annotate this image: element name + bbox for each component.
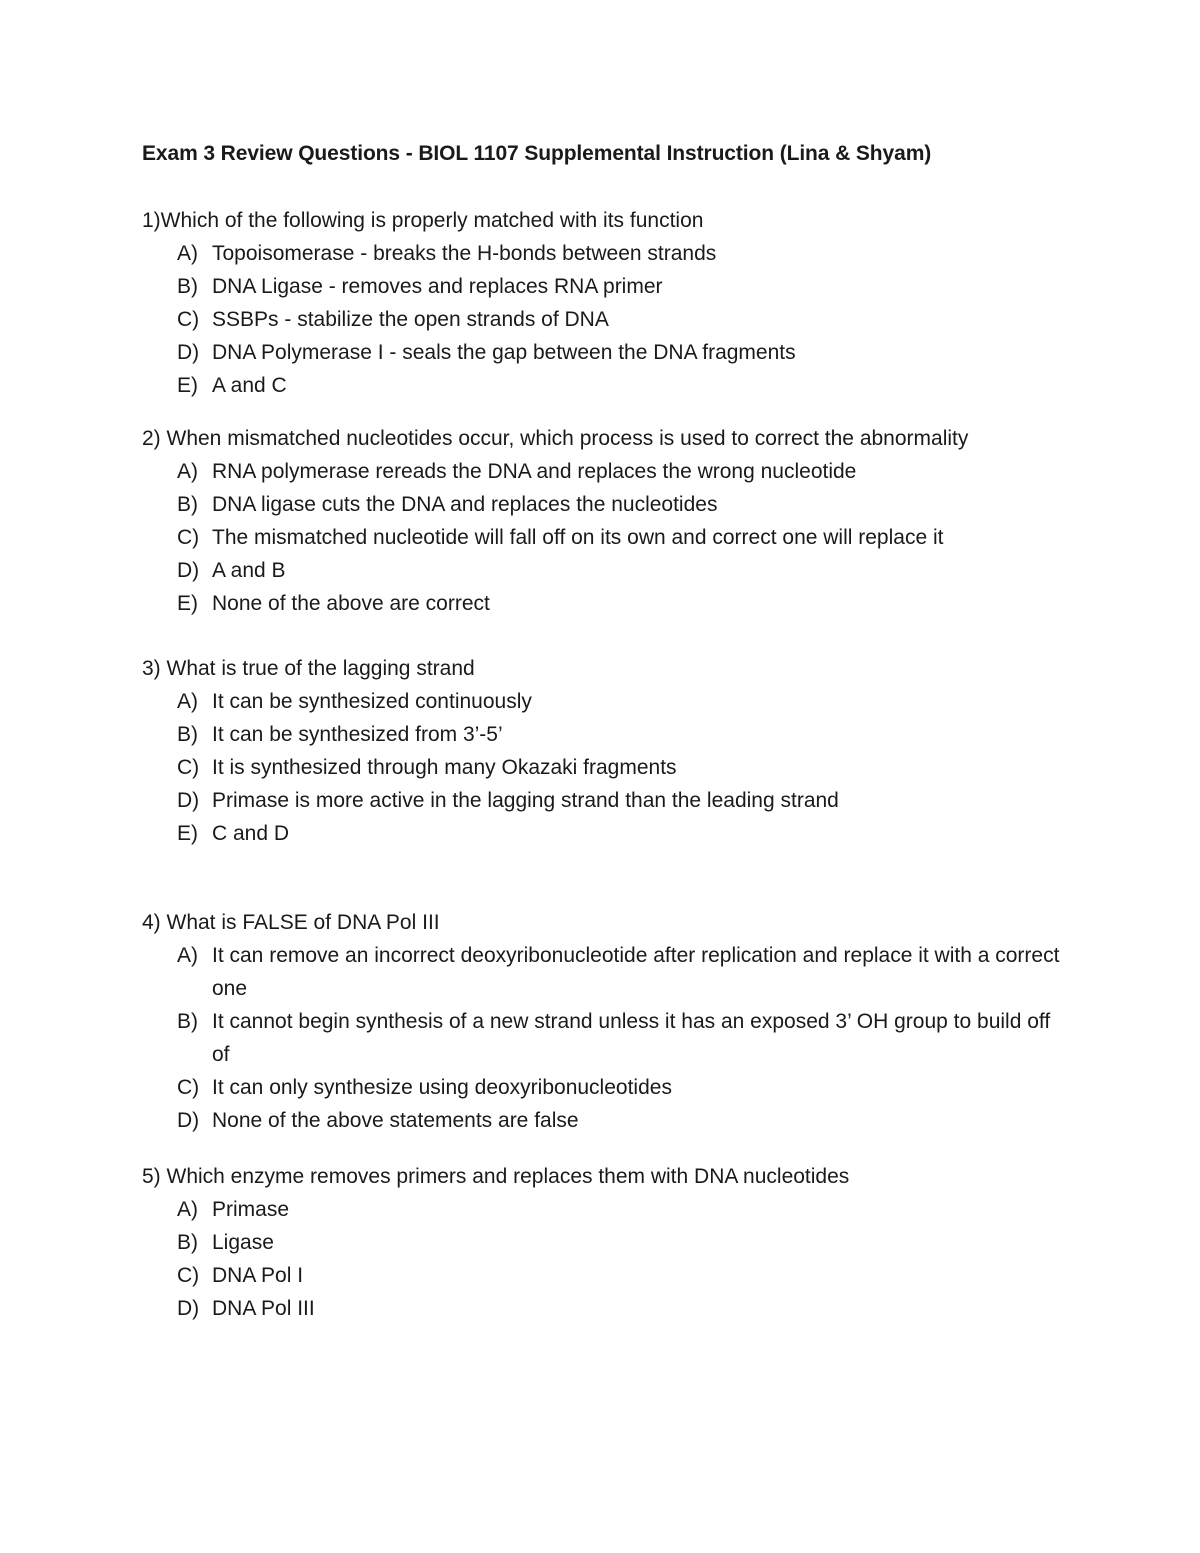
option-letter-cell	[142, 1292, 212, 1325]
option-letter: B)	[177, 1231, 198, 1254]
option-letter: D)	[177, 1109, 200, 1132]
option-letter-cell	[142, 336, 212, 369]
option-letter-cell	[142, 1071, 212, 1104]
option-text: Topoisomerase - breaks the H-bonds between strands	[212, 242, 717, 265]
option-text: DNA Pol III	[212, 1297, 315, 1320]
option-letter: A)	[177, 1198, 198, 1221]
option-letter: C)	[177, 308, 200, 331]
option-letter: C)	[177, 526, 200, 549]
option-text: It is synthesized through many Okazaki fragments	[212, 756, 677, 779]
option-text: RNA polymerase rereads the DNA and replaces the wrong nucleotide	[212, 460, 857, 483]
answer-option	[142, 237, 1082, 270]
answer-options	[142, 1193, 1082, 1325]
option-letter-cell	[142, 369, 212, 402]
option-letter: B)	[177, 275, 198, 298]
option-letter: E)	[177, 822, 198, 845]
option-letter-cell	[142, 784, 212, 817]
option-text: Primase is more active in the lagging strand than the leading strand	[212, 789, 839, 812]
option-letter: D)	[177, 789, 200, 812]
option-letter: A)	[177, 944, 198, 967]
option-letter: E)	[177, 374, 198, 397]
option-letter-cell	[142, 587, 212, 620]
option-letter-cell	[142, 685, 212, 718]
option-letter: D)	[177, 1297, 200, 1320]
option-text: SSBPs - stabilize the open strands of DNA	[212, 308, 609, 331]
answer-option	[142, 1104, 1082, 1137]
question-4	[142, 906, 1082, 1137]
answer-option	[142, 718, 1082, 751]
option-letter-cell	[142, 1193, 212, 1226]
option-letter: B)	[177, 493, 198, 516]
option-letter-cell	[142, 1104, 212, 1137]
option-letter-cell	[142, 554, 212, 587]
option-letter-cell	[142, 1226, 212, 1259]
option-letter-cell	[142, 817, 212, 850]
option-text: None of the above statements are false	[212, 1109, 579, 1132]
answer-options	[142, 939, 1082, 1137]
answer-options	[142, 455, 1082, 620]
answer-option	[142, 1292, 1082, 1325]
answer-option	[142, 939, 1082, 1005]
option-text: It can remove an incorrect deoxyribonucleotide after replication and replace it with a correct one	[212, 944, 1060, 1000]
option-text: DNA ligase cuts the DNA and replaces the nucleotides	[212, 493, 718, 516]
option-text: It can be synthesized from 3’-5’	[212, 723, 503, 746]
answer-option	[142, 751, 1082, 784]
option-letter-cell	[142, 521, 212, 554]
answer-options	[142, 685, 1082, 850]
option-text: C and D	[212, 822, 290, 845]
option-text: DNA Pol I	[212, 1264, 304, 1287]
option-letter: C)	[177, 756, 200, 779]
option-text: A and B	[212, 559, 286, 582]
question-5	[142, 1160, 1082, 1325]
answer-option	[142, 369, 1082, 402]
option-letter-cell	[142, 1259, 212, 1292]
answer-option	[142, 488, 1082, 521]
option-letter-cell	[142, 718, 212, 751]
answer-option	[142, 303, 1082, 336]
option-letter: B)	[177, 723, 198, 746]
option-letter-cell	[142, 488, 212, 521]
option-text: Ligase	[212, 1231, 274, 1254]
option-letter: B)	[177, 1010, 198, 1033]
option-letter: A)	[177, 242, 198, 265]
answer-option	[142, 336, 1082, 369]
option-text: It can be synthesized continuously	[212, 690, 532, 713]
option-letter: A)	[177, 690, 198, 713]
option-letter: E)	[177, 592, 198, 615]
option-text: DNA Ligase - removes and replaces RNA primer	[212, 275, 663, 298]
option-letter: D)	[177, 559, 200, 582]
option-text: The mismatched nucleotide will fall off on its own and correct one will replace it	[212, 526, 944, 549]
answer-option	[142, 587, 1082, 620]
option-text: None of the above are correct	[212, 592, 490, 615]
option-letter: D)	[177, 341, 200, 364]
answer-option	[142, 270, 1082, 303]
option-letter: C)	[177, 1264, 200, 1287]
question-text: 1)Which of the following is properly matched with its function	[142, 209, 704, 232]
option-text: A and C	[212, 374, 287, 397]
option-letter-cell	[142, 237, 212, 270]
answer-option	[142, 1193, 1082, 1226]
option-text: Primase	[212, 1198, 290, 1221]
option-letter: A)	[177, 460, 198, 483]
answer-option	[142, 455, 1082, 488]
document-title: Exam 3 Review Questions - BIOL 1107 Supplemental Instruction (Lina & Shyam)	[142, 142, 932, 165]
answer-option	[142, 1226, 1082, 1259]
question-2	[142, 422, 1082, 620]
option-letter-cell	[142, 751, 212, 784]
answer-option	[142, 554, 1082, 587]
option-letter-cell	[142, 270, 212, 303]
answer-option	[142, 685, 1082, 718]
option-letter: C)	[177, 1076, 200, 1099]
option-letter-cell	[142, 1005, 212, 1071]
answer-option	[142, 784, 1082, 817]
question-text: 4) What is FALSE of DNA Pol III	[142, 911, 440, 934]
option-letter-cell	[142, 303, 212, 336]
answer-option	[142, 1005, 1082, 1071]
answer-option	[142, 1259, 1082, 1292]
option-text: It can only synthesize using deoxyribonucleotides	[212, 1076, 672, 1099]
question-text: 3) What is true of the lagging strand	[142, 657, 475, 680]
option-text: It cannot begin synthesis of a new strand unless it has an exposed 3’ OH group to build off of	[212, 1010, 1051, 1066]
answer-option	[142, 817, 1082, 850]
answer-option	[142, 1071, 1082, 1104]
question-text: 5) Which enzyme removes primers and replaces them with DNA nucleotides	[142, 1165, 850, 1188]
answer-option	[142, 521, 1082, 554]
question-3	[142, 652, 1082, 850]
question-text: 2) When mismatched nucleotides occur, which process is used to correct the abnormality	[142, 427, 969, 450]
option-text: DNA Polymerase I - seals the gap between the DNA fragments	[212, 341, 796, 364]
question-1	[142, 204, 1082, 402]
answer-options	[142, 237, 1082, 402]
option-letter-cell	[142, 455, 212, 488]
option-letter-cell	[142, 939, 212, 1005]
